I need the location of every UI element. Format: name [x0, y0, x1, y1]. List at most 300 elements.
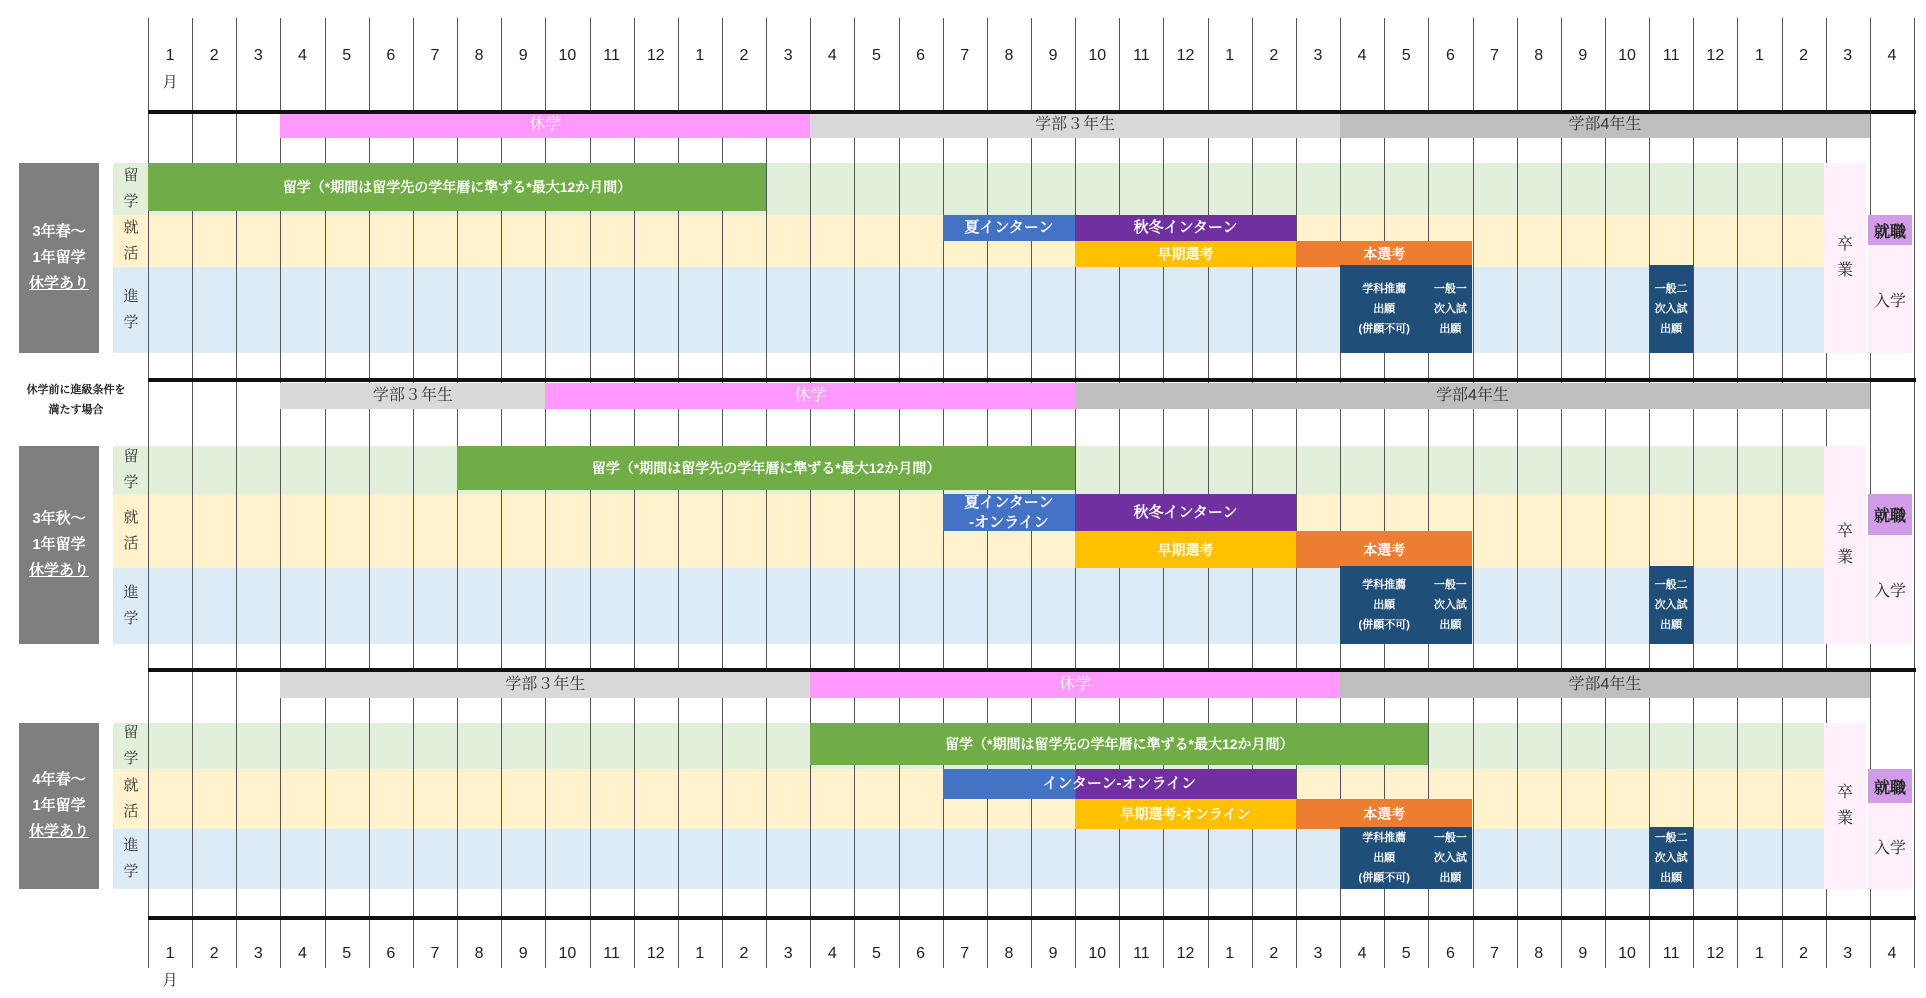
section-divider-rule [148, 668, 1916, 672]
graduation-cell-label: 卒 業 [1836, 523, 1853, 566]
general-exam-1-box [1428, 827, 1472, 889]
employment-cell [1868, 494, 1912, 535]
department-recommendation-box-label: 学科推薦 出願 (併願不可) [1358, 832, 1410, 884]
phase-bar [1075, 383, 1870, 409]
footer-month-label [236, 944, 280, 964]
header-month-label [1031, 46, 1075, 66]
month-number: 12 [1706, 47, 1725, 64]
graduation-cell-label: 卒 業 [1836, 784, 1853, 827]
month-grid-line [413, 18, 414, 968]
footer-month-label [1075, 944, 1119, 964]
header-month-label [501, 46, 545, 66]
department-recommendation-box [1340, 265, 1428, 353]
department-recommendation-box [1340, 566, 1428, 644]
scenario-title-line: 3年春～ [32, 223, 86, 240]
phase-bar-label: 学部4年生 [1568, 116, 1642, 133]
header-month-label [1384, 46, 1428, 66]
scenario-title-leave: 休学あり [28, 823, 89, 840]
header-month-label [1428, 46, 1472, 66]
footer-month-label [899, 944, 943, 964]
row-label-job-hunt-label: 就 活 [123, 509, 139, 552]
header-month-label [766, 46, 810, 66]
header-month-label [280, 46, 324, 66]
internship-bar [943, 769, 1296, 799]
header-month-label [457, 46, 501, 66]
month-number: 12 [1176, 945, 1195, 962]
month-number: 9 [1578, 47, 1588, 64]
internship-bar-label: 夏インターン -オンライン [964, 493, 1054, 531]
month-unit: 月 [162, 74, 178, 91]
phase-bar-label: 休学 [529, 116, 562, 133]
selection-bar-label: 早期選考 [1157, 541, 1214, 558]
month-number: 10 [1088, 47, 1107, 64]
phase-bar [280, 672, 810, 698]
enrollment-cell [1868, 535, 1912, 644]
month-number: 4 [827, 47, 837, 64]
month-number: 3 [1843, 945, 1853, 962]
header-month-label [1561, 46, 1605, 66]
footer-month-label [1561, 944, 1605, 964]
graduation-cell [1824, 446, 1866, 644]
section-divider-rule [148, 378, 1916, 382]
phase-bar [810, 672, 1340, 698]
month-number: 9 [1578, 945, 1588, 962]
header-month-label [943, 46, 987, 66]
footer-month-label [369, 944, 413, 964]
month-number: 8 [1534, 47, 1544, 64]
month-number: 7 [960, 47, 970, 64]
header-month-label [1826, 46, 1870, 66]
department-recommendation-box-label: 学科推薦 出願 (併願不可) [1358, 579, 1410, 631]
general-exam-2-box-label: 一般二 次入試 出願 [1654, 579, 1688, 631]
row-label-advance-label: 進 学 [123, 837, 139, 880]
month-number: 2 [739, 47, 749, 64]
month-number: 11 [1662, 47, 1680, 64]
month-grid-line [1693, 18, 1694, 968]
row-label-study-label: 留 学 [123, 724, 139, 767]
internship-bar [1075, 215, 1296, 241]
row-label-study [113, 163, 149, 215]
footer-month-label [943, 944, 987, 964]
header-month-label [1340, 46, 1384, 66]
row-label-job-hunt-label: 就 活 [123, 219, 139, 262]
row-label-study-label: 留 学 [123, 448, 139, 491]
header-month-label [1649, 46, 1693, 66]
month-number: 8 [1004, 47, 1014, 64]
scenario-title-line: 3年秋～ [32, 510, 86, 527]
footer-month-label [1163, 944, 1207, 964]
footer-month-label [192, 944, 236, 964]
month-number: 12 [646, 47, 665, 64]
header-month-label [590, 46, 634, 66]
footer-month-label [325, 944, 369, 964]
study-abroad-bar [810, 723, 1428, 765]
general-exam-2-box-label: 一般二 次入試 出願 [1654, 283, 1688, 335]
month-number: 3 [1843, 47, 1853, 64]
month-number: 12 [1176, 47, 1195, 64]
month-number: 4 [1887, 945, 1897, 962]
header-month-label [1252, 46, 1296, 66]
phase-bar-label: 休学 [794, 387, 827, 404]
month-number: 6 [1445, 945, 1455, 962]
footer-month-label [810, 944, 854, 964]
enrollment-cell [1868, 245, 1912, 353]
header-month-label [1473, 46, 1517, 66]
month-number: 1 [1225, 945, 1235, 962]
enrollment-cell-label: 入学 [1873, 292, 1906, 310]
month-grid-line [810, 18, 811, 968]
month-grid-line [722, 18, 723, 968]
condition-note-label: 休学前に進級条件を 満たす場合 [26, 384, 126, 416]
footer-month-label [1384, 944, 1428, 964]
phase-bar-label: 学部３年生 [372, 387, 453, 404]
selection-bar [1075, 241, 1296, 267]
footer-month-label [1782, 944, 1826, 964]
month-number: 10 [1618, 945, 1636, 962]
month-number: 4 [1357, 47, 1367, 64]
header-month-label [810, 46, 854, 66]
scenario-title-leave: 休学あり [28, 562, 89, 579]
month-number: 12 [1706, 945, 1725, 962]
month-number: 9 [1048, 47, 1058, 64]
month-number: 1 [695, 47, 705, 64]
month-number: 5 [342, 47, 352, 64]
month-number: 1 [165, 945, 175, 962]
footer-month-label [987, 944, 1031, 964]
internship-bar-label: 夏インターン [964, 219, 1054, 236]
footer-month-label [854, 944, 898, 964]
graduation-cell-label: 卒 業 [1836, 236, 1853, 279]
footer-month-label [1473, 944, 1517, 964]
scenario-title [19, 723, 99, 889]
month-number: 3 [253, 945, 263, 962]
footer-month-label [1031, 944, 1075, 964]
study-abroad-bar [148, 163, 766, 211]
general-exam-1-box [1428, 566, 1472, 644]
month-number: 11 [1133, 945, 1150, 962]
footer-month-label [501, 944, 545, 964]
month-number: 4 [298, 945, 307, 962]
header-month-label [236, 46, 280, 66]
month-grid-line [369, 18, 370, 968]
footer-month-label [1826, 944, 1870, 964]
month-unit: 月 [162, 972, 178, 989]
general-exam-1-box [1428, 265, 1472, 353]
selection-bar [1296, 799, 1473, 829]
month-grid-line [854, 18, 855, 968]
month-number: 2 [209, 945, 219, 962]
phase-bar-label: 学部３年生 [1035, 116, 1116, 133]
month-number: 5 [872, 47, 881, 64]
department-recommendation-box-label: 学科推薦 出願 (併願不可) [1358, 283, 1410, 335]
month-grid-line [501, 18, 502, 968]
header-month-label [192, 46, 236, 66]
month-number: 9 [1048, 945, 1058, 962]
month-number: 3 [1313, 47, 1323, 64]
month-grid-line [590, 18, 591, 968]
month-number: 12 [646, 945, 665, 962]
section-divider-rule [148, 110, 1916, 114]
condition-note [20, 380, 132, 420]
month-grid-line [457, 18, 458, 968]
month-grid-line [1605, 18, 1606, 968]
footer-month-label [1252, 944, 1296, 964]
month-number: 2 [209, 47, 219, 64]
internship-bar [943, 215, 1075, 241]
header-month-label [1870, 46, 1914, 66]
row-label-advance [113, 267, 149, 353]
month-number: 2 [1799, 47, 1809, 64]
month-grid-line [325, 18, 326, 968]
selection-bar-label: 本選考 [1363, 541, 1406, 558]
month-number: 1 [1755, 47, 1764, 64]
month-number: 8 [1534, 945, 1544, 962]
month-number: 7 [430, 945, 440, 962]
general-exam-2-box [1649, 566, 1693, 644]
graduation-cell [1824, 723, 1866, 889]
footer-month-label [545, 944, 589, 964]
month-number: 7 [430, 47, 440, 64]
header-month-label [413, 46, 457, 66]
employment-cell [1868, 215, 1912, 245]
month-number: 11 [603, 47, 620, 64]
footer-month-label [1208, 944, 1252, 964]
month-grid-line [1737, 18, 1738, 968]
header-month-label [899, 46, 943, 66]
general-exam-2-box-label: 一般二 次入試 出願 [1654, 832, 1688, 884]
month-number: 1 [165, 47, 175, 64]
month-grid-line [1649, 18, 1650, 968]
scenario-title-leave: 休学あり [28, 275, 89, 292]
row-label-advance-label: 進 学 [123, 288, 139, 331]
footer-month-label [722, 944, 766, 964]
footer-month-label [1649, 944, 1693, 964]
month-number: 11 [1662, 945, 1680, 962]
graduation-cell [1824, 163, 1866, 353]
header-month-label [1605, 46, 1649, 66]
general-exam-1-box-label: 一般一 次入試 出願 [1433, 579, 1467, 631]
month-number: 5 [1401, 945, 1411, 962]
month-grid-line [943, 18, 944, 968]
header-month-label [634, 46, 678, 66]
selection-bar-label: 早期選考-オンライン [1120, 806, 1251, 822]
phase-bar [1340, 112, 1870, 138]
footer-month-label [678, 944, 722, 964]
header-month-label [854, 46, 898, 66]
phase-bar [280, 383, 545, 409]
footer-month-label [634, 944, 678, 964]
selection-bar-label: 早期選考 [1157, 246, 1214, 262]
month-number: 4 [298, 47, 307, 64]
scenario-title-line: 1年留学 [32, 536, 86, 553]
footer-month-label [766, 944, 810, 964]
header-month-label [1075, 46, 1119, 66]
month-number: 1 [1225, 47, 1235, 64]
general-exam-2-box [1649, 265, 1693, 353]
enrollment-cell-label: 入学 [1873, 583, 1906, 600]
selection-bar [1075, 531, 1296, 568]
row-label-job-hunt-label: 就 活 [123, 777, 139, 820]
month-number: 7 [960, 945, 970, 962]
footer-month-label [1693, 944, 1737, 964]
month-grid-line [280, 18, 281, 968]
month-number: 8 [474, 47, 484, 64]
header-month-label [722, 46, 766, 66]
employment-cell-label: 就職 [1873, 779, 1906, 797]
footer-month-label [590, 944, 634, 964]
month-number: 6 [916, 945, 926, 962]
month-number: 1 [1755, 945, 1764, 962]
month-number: 3 [253, 47, 263, 64]
footer-month-label [1428, 944, 1472, 964]
study-abroad-bar-label: 留学（*期間は留学先の学年暦に準ずる*最大12か月間） [591, 460, 941, 476]
header-month-label [545, 46, 589, 66]
month-number: 4 [1887, 47, 1897, 64]
month-number: 11 [1133, 47, 1150, 64]
scenario-title-line: 1年留学 [32, 249, 86, 266]
selection-bar [1075, 799, 1296, 829]
month-grid-line [192, 18, 193, 968]
month-number: 2 [1269, 47, 1279, 64]
month-number: 6 [386, 47, 396, 64]
month-number: 11 [603, 945, 620, 962]
phase-bar-label: 学部３年生 [505, 676, 586, 693]
month-number: 4 [827, 945, 837, 962]
phase-bar [280, 112, 810, 138]
month-number: 7 [1490, 47, 1500, 64]
employment-cell-label: 就職 [1873, 223, 1906, 241]
study-abroad-bar [457, 446, 1075, 490]
selection-bar [1296, 241, 1473, 267]
month-number: 8 [474, 945, 484, 962]
month-grid-line [678, 18, 679, 968]
footer-month-label [1605, 944, 1649, 964]
month-number: 3 [783, 47, 793, 64]
general-exam-1-box-label: 一般一 次入試 出願 [1433, 283, 1467, 335]
phase-bar-label: 学部4年生 [1568, 676, 1642, 693]
month-number: 1 [695, 945, 705, 962]
row-label-job-hunt [113, 494, 149, 568]
month-grid-line [1914, 18, 1915, 968]
month-number: 6 [916, 47, 926, 64]
row-label-advance [113, 829, 149, 889]
header-month-label [678, 46, 722, 66]
footer-month-label [148, 944, 192, 992]
footer-month-label [1340, 944, 1384, 964]
internship-bar [943, 494, 1075, 531]
internship-bar [1075, 494, 1296, 531]
row-label-advance-label: 進 学 [123, 584, 139, 627]
month-number: 7 [1490, 945, 1500, 962]
month-grid-line [1473, 18, 1474, 968]
month-grid-line [634, 18, 635, 968]
month-number: 2 [739, 945, 749, 962]
scenario-title-line: 1年留学 [32, 797, 86, 814]
footer-month-label [1737, 944, 1781, 964]
footer-month-label [280, 944, 324, 964]
header-month-label [369, 46, 413, 66]
month-number: 10 [558, 47, 577, 64]
phase-bar-label: 学部4年生 [1436, 387, 1509, 404]
row-label-study-label: 留 学 [123, 167, 139, 210]
phase-bar [810, 112, 1340, 138]
header-month-label [148, 46, 192, 94]
phase-bar [545, 383, 1075, 409]
month-number: 2 [1799, 945, 1809, 962]
scenario-title-line: 4年春～ [32, 771, 86, 788]
header-month-label [1119, 46, 1163, 66]
month-number: 6 [1445, 47, 1455, 64]
header-month-label [1517, 46, 1561, 66]
section-divider-rule [148, 916, 1916, 920]
header-month-label [1296, 46, 1340, 66]
month-grid-line [766, 18, 767, 968]
footer-month-label [1870, 944, 1914, 964]
header-month-label [1693, 46, 1737, 66]
employment-cell [1868, 769, 1912, 803]
header-month-label [1163, 46, 1207, 66]
footer-month-label [413, 944, 457, 964]
footer-month-label [1119, 944, 1163, 964]
month-number: 3 [783, 945, 793, 962]
study-abroad-bar-label: 留学（*期間は留学先の学年暦に準ずる*最大12か月間） [282, 179, 632, 195]
month-number: 5 [872, 945, 881, 962]
enrollment-cell [1868, 803, 1912, 889]
phase-bar-label: 休学 [1059, 676, 1092, 693]
month-number: 2 [1269, 945, 1279, 962]
month-grid-line [1561, 18, 1562, 968]
month-grid-line [1782, 18, 1783, 968]
header-month-label [987, 46, 1031, 66]
month-number: 8 [1004, 945, 1014, 962]
row-label-job-hunt [113, 215, 149, 267]
month-grid-line [899, 18, 900, 968]
footer-month-label [457, 944, 501, 964]
month-number: 9 [518, 47, 528, 64]
month-number: 4 [1357, 945, 1367, 962]
internship-bar-label: 秋冬インターン [1133, 503, 1238, 521]
header-month-label [1782, 46, 1826, 66]
header-month-label [325, 46, 369, 66]
general-exam-2-box [1649, 827, 1693, 889]
selection-bar [1296, 531, 1473, 568]
row-label-advance [113, 568, 149, 644]
selection-bar-label: 本選考 [1363, 806, 1406, 822]
internship-bar-label: インターン-オンライン [1042, 775, 1197, 792]
month-number: 5 [342, 945, 352, 962]
general-exam-1-box-label: 一般一 次入試 出願 [1433, 832, 1467, 884]
row-label-job-hunt [113, 769, 149, 829]
footer-month-label [1517, 944, 1561, 964]
phase-bar [1340, 672, 1870, 698]
row-label-study [113, 723, 149, 769]
month-number: 5 [1401, 47, 1411, 64]
month-grid-line [545, 18, 546, 968]
department-recommendation-box [1340, 827, 1428, 889]
internship-bar-label: 秋冬インターン [1133, 219, 1238, 236]
month-grid-line [1517, 18, 1518, 968]
scenario-title [19, 163, 99, 353]
footer-month-label [1296, 944, 1340, 964]
month-number: 10 [1618, 47, 1636, 64]
month-number: 10 [558, 945, 577, 962]
study-abroad-bar-label: 留学（*期間は留学先の学年暦に準ずる*最大12か月間） [945, 736, 1294, 752]
month-number: 6 [386, 945, 396, 962]
selection-bar-label: 本選考 [1363, 246, 1406, 262]
scenario-title [19, 446, 99, 644]
employment-cell-label: 就職 [1873, 508, 1906, 525]
month-number: 3 [1313, 945, 1323, 962]
